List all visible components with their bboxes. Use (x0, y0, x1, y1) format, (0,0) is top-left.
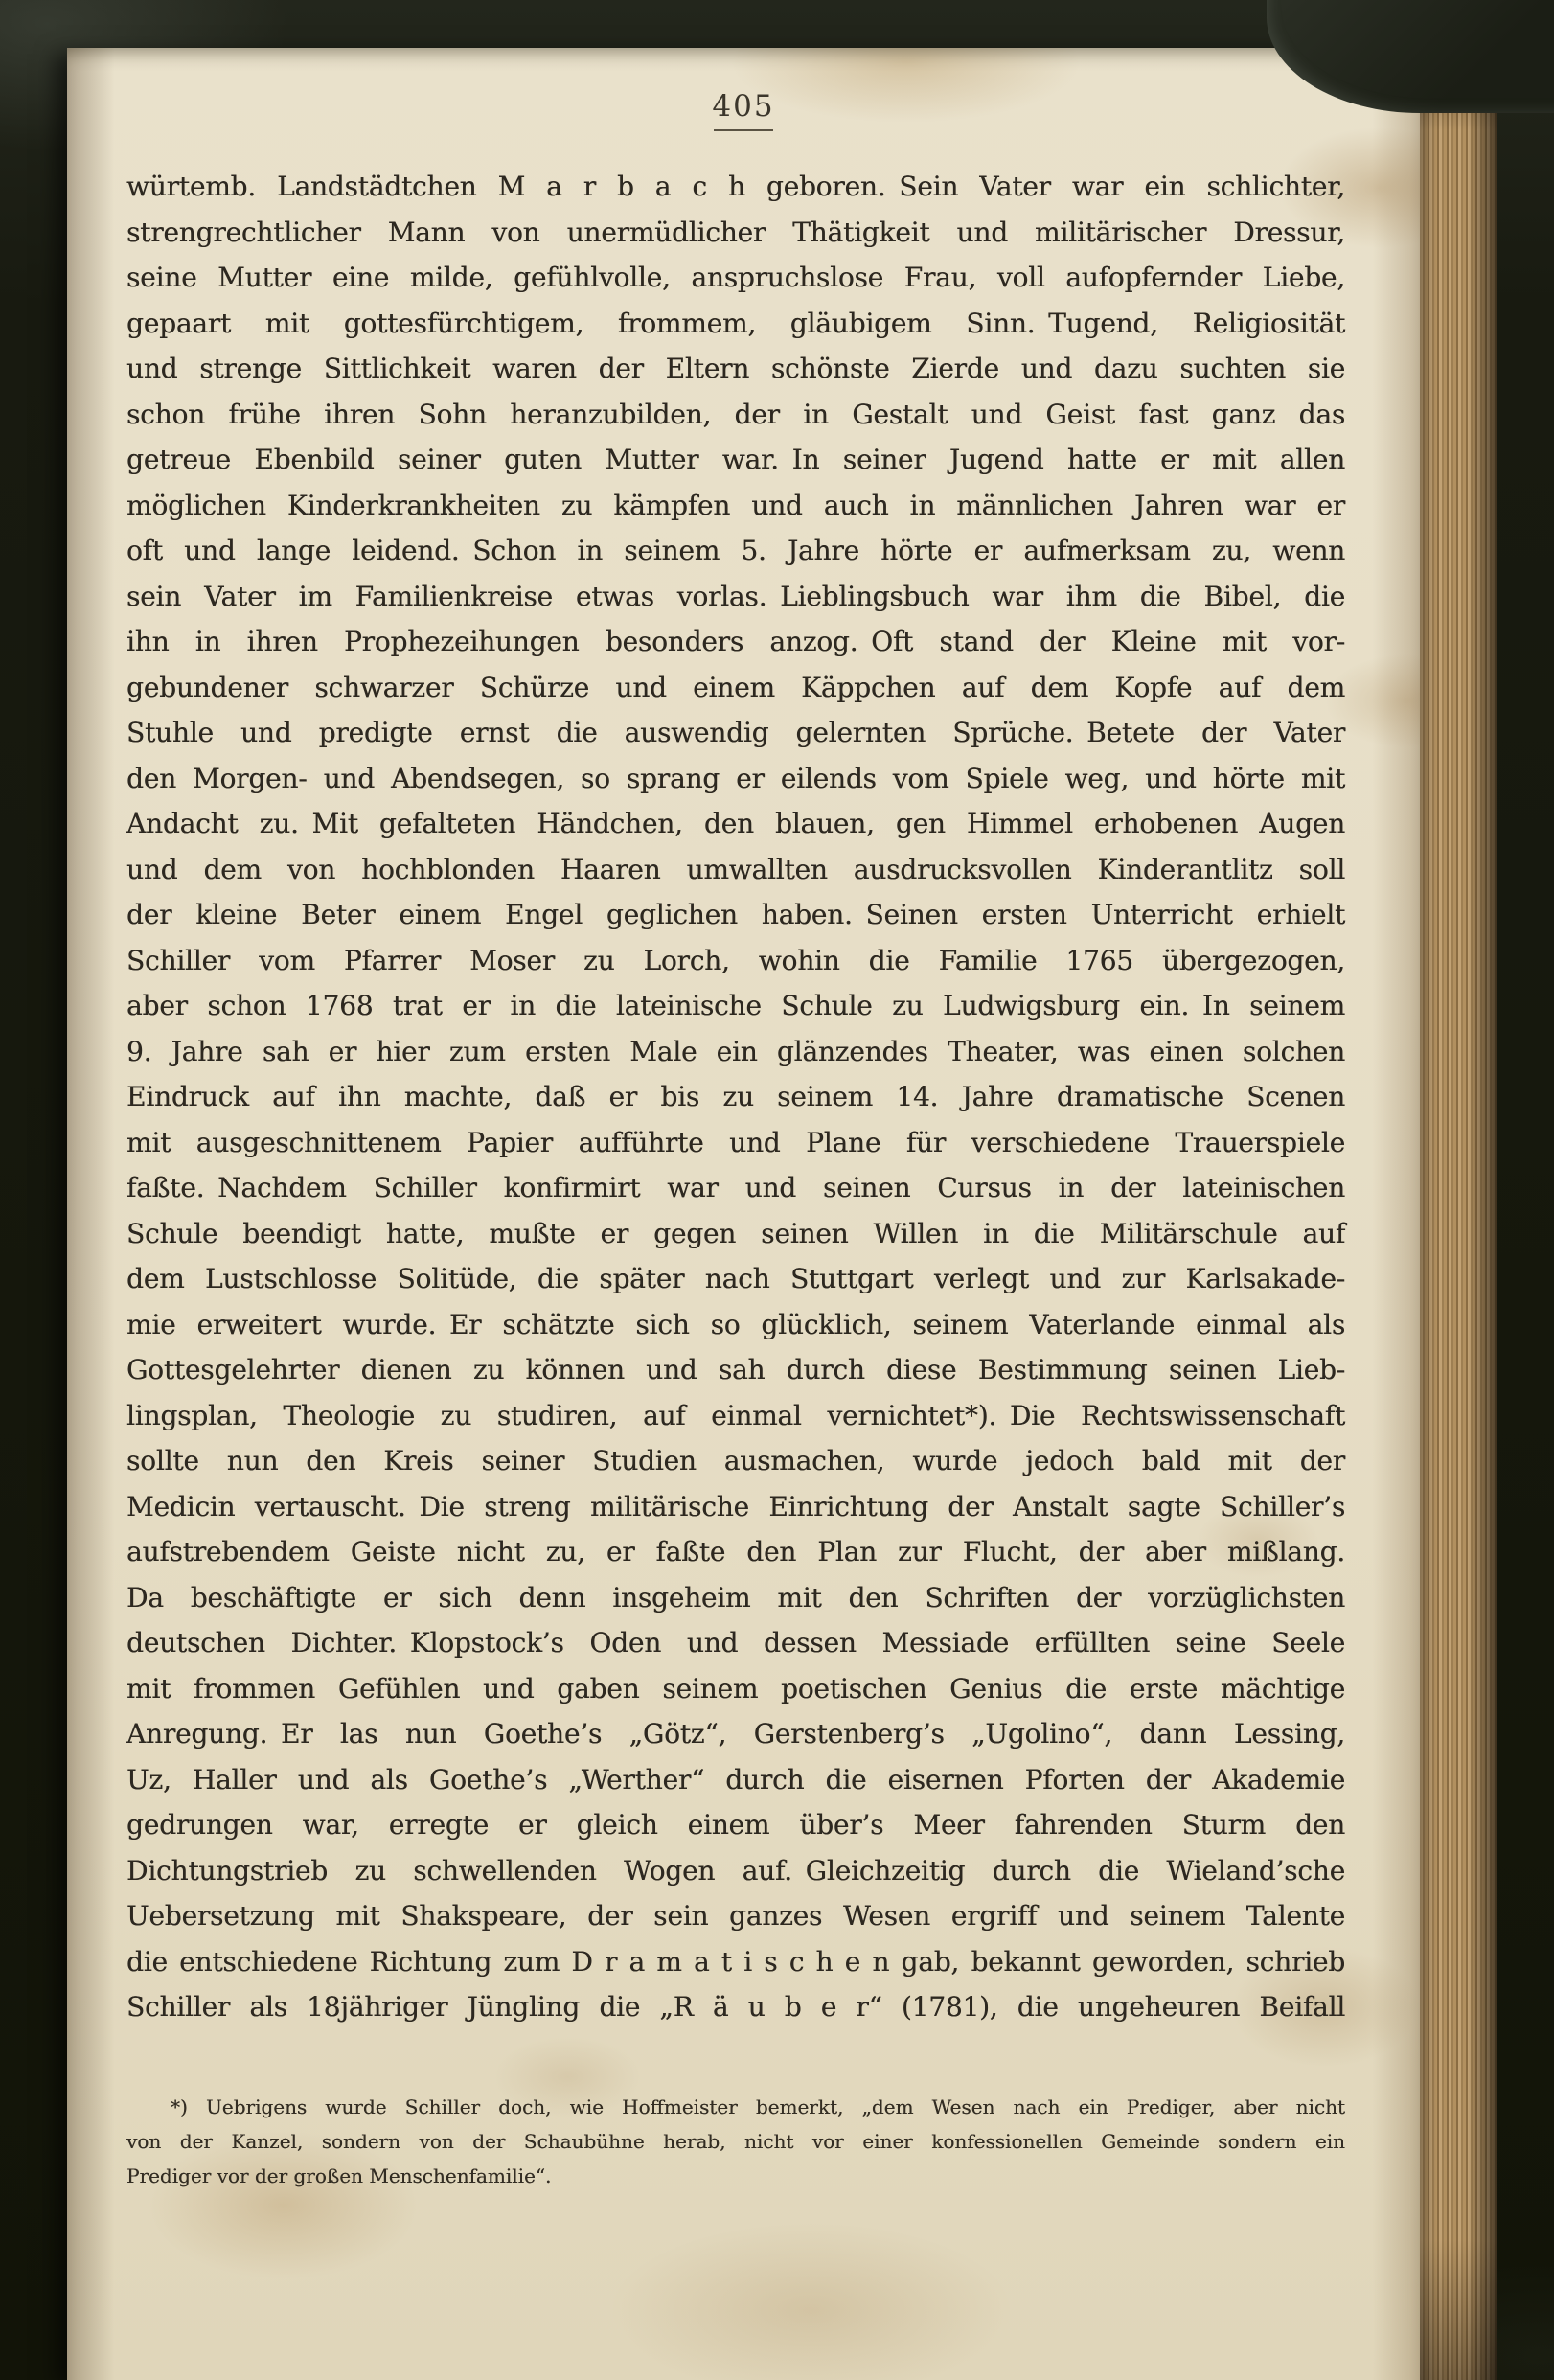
text-line: Andacht zu. Mit gefalteten Händchen, den blauen, gen Himmel erhobenen Augen (126, 808, 1345, 839)
text-line: gebundener schwarzer Schürze und einem Käppchen auf dem Kopfe auf dem (126, 671, 1345, 703)
text-line: Eindruck auf ihn machte, daß er bis zu seinem 14. Jahre dramatische Scenen (126, 1081, 1345, 1112)
text-line: aufstrebendem Geiste nicht zu, er faßte den Plan zur Flucht, der aber mißlang. (126, 1536, 1345, 1568)
text-line: Uz, Haller und als Goethe’s „Werther“ durch die eisernen Pforten der Akademie (126, 1763, 1345, 1796)
page-header (67, 90, 1420, 131)
text-line: die entschiedene Richtung zum D r a m a t i s c h e n gab, bekannt geworden, schrieb (126, 1945, 1345, 1978)
text-line: mit ausgeschnittenem Papier aufführte und Plane für verschiedene Trauerspiele (126, 1126, 1345, 1158)
body-text (126, 164, 1345, 2030)
page-edges (1420, 44, 1497, 2380)
text-line: 9. Jahre sah er hier zum ersten Male ein glänzendes Theater, was einen solchen (126, 1035, 1345, 1067)
text-line: gedrungen war, erregte er gleich einem über’s Meer fahrenden Sturm den (126, 1809, 1345, 1841)
text-line: seine Mutter eine milde, gefühlvolle, anspruchslose Frau, voll aufopfernder Liebe, (126, 262, 1345, 293)
text-line: Uebersetzung mit Shakspeare, der sein ganzes Wesen ergriff und seinem Talente (126, 1900, 1345, 1932)
text-line: gepaart mit gottesfürchtigem, frommem, gläubigem Sinn. Tugend, Religiosität (126, 307, 1345, 339)
text-line: aber schon 1768 trat er in die lateinische Schule zu Ludwigsburg ein. In seinem (126, 990, 1345, 1021)
footnote-line: von der Kanzel, sondern von der Schaubühne herab, nicht vor einer konfessionellen Gemeinde sondern ein (126, 2129, 1345, 2153)
text-line: dem Lustschlosse Solitüde, die später nach Stuttgart verlegt und zur Karlsakade- (126, 1263, 1345, 1294)
text-line: sollte nun den Kreis seiner Studien ausmachen, wurde jedoch bald mit der (126, 1445, 1345, 1476)
page-number-rule (714, 129, 773, 131)
text-line: deutschen Dichter. Klopstock’s Oden und dessen Messiade erfüllten seine Seele (126, 1627, 1345, 1659)
text-line: lingsplan, Theologie zu studiren, auf einmal vernichtet*). Die Rechtswissenschaft (126, 1399, 1345, 1431)
text-line: mie erweitert wurde. Er schätzte sich so glücklich, seinem Vaterlande einmal als (126, 1308, 1345, 1340)
text-line: Gottesgelehrter dienen zu können und sah durch diese Bestimmung seinen Lieb- (126, 1354, 1345, 1385)
text-line: faßte. Nachdem Schiller konfirmirt war und seinen Cursus in der lateinischen (126, 1172, 1345, 1203)
text-line: strengrechtlicher Mann von unermüdlicher Thätigkeit und militärischer Dressur, (126, 216, 1345, 248)
text-line: würtemb. Landstädtchen M a r b a c h geboren. Sein Vater war ein schlichter, (126, 171, 1345, 202)
text-line: Stuhle und predigte ernst die auswendig gelernten Sprüche. Betete der Vater (126, 717, 1345, 748)
text-line: Schiller vom Pfarrer Moser zu Lorch, wohin die Familie 1765 übergezogen, (126, 944, 1345, 976)
text-line: Dichtungstrieb zu schwellenden Wogen auf. Gleichzeitig durch die Wieland’sche (126, 1854, 1345, 1887)
text-line: der kleine Beter einem Engel geglichen haben. Seinen ersten Unterricht erhielt (126, 899, 1345, 930)
text-line: den Morgen- und Abendsegen, so sprang er eilends vom Spiele weg, und hörte mit (126, 762, 1345, 794)
text-line: ihn in ihren Prophezeihungen besonders anzog. Oft stand der Kleine mit vor- (126, 626, 1345, 657)
text-line: möglichen Kinderkrankheiten zu kämpfen und auch in männlichen Jahren war er (126, 489, 1345, 521)
page-number: 405 (712, 89, 775, 124)
text-line: mit frommen Gefühlen und gaben seinem poetischen Genius die erste mächtige (126, 1672, 1345, 1705)
text-line: und strenge Sittlichkeit waren der Eltern schönste Zierde und dazu suchten sie (126, 353, 1345, 384)
text-line: schon frühe ihren Sohn heranzubilden, der in Gestalt und Geist fast ganz das (126, 398, 1345, 430)
text-line: oft und lange leidend. Schon in seinem 5. Jahre hörte er aufmerksam zu, wenn (126, 535, 1345, 566)
text-line: Medicin vertauscht. Die streng militärische Einrichtung der Anstalt sagte Schiller’s (126, 1490, 1345, 1522)
footnote-line: *) Uebrigens wurde Schiller doch, wie Hoffmeister bemerkt, „dem Wesen nach ein Prediger, aber nicht (171, 2094, 1345, 2118)
text-line: Schule beendigt hatte, mußte er gegen seinen Willen in die Militärschule auf (126, 1217, 1345, 1249)
text-line: Anregung. Er las nun Goethe’s „Götz“, Gerstenberg’s „Ugolino“, dann Lessing, (126, 1718, 1345, 1750)
footnote-line: Prediger vor der großen Menschenfamilie“. (126, 2163, 552, 2187)
text-line: getreue Ebenbild seiner guten Mutter war. In seiner Jugend hatte er mit allen (126, 444, 1345, 475)
book-page (67, 48, 1420, 2380)
text-line: und dem von hochblonden Haaren umwallten ausdrucksvollen Kinderantlitz soll (126, 853, 1345, 885)
footnote (126, 2090, 1345, 2193)
text-line: sein Vater im Familienkreise etwas vorlas. Lieblingsbuch war ihm die Bibel, die (126, 580, 1345, 612)
text-line: Schiller als 18jähriger Jüngling die „R ä u b e r“ (1781), die ungeheuren Beifall (126, 1991, 1345, 2023)
text-line: Da beschäftigte er sich denn insgeheim mit den Schriften der vorzüglichsten (126, 1581, 1345, 1613)
